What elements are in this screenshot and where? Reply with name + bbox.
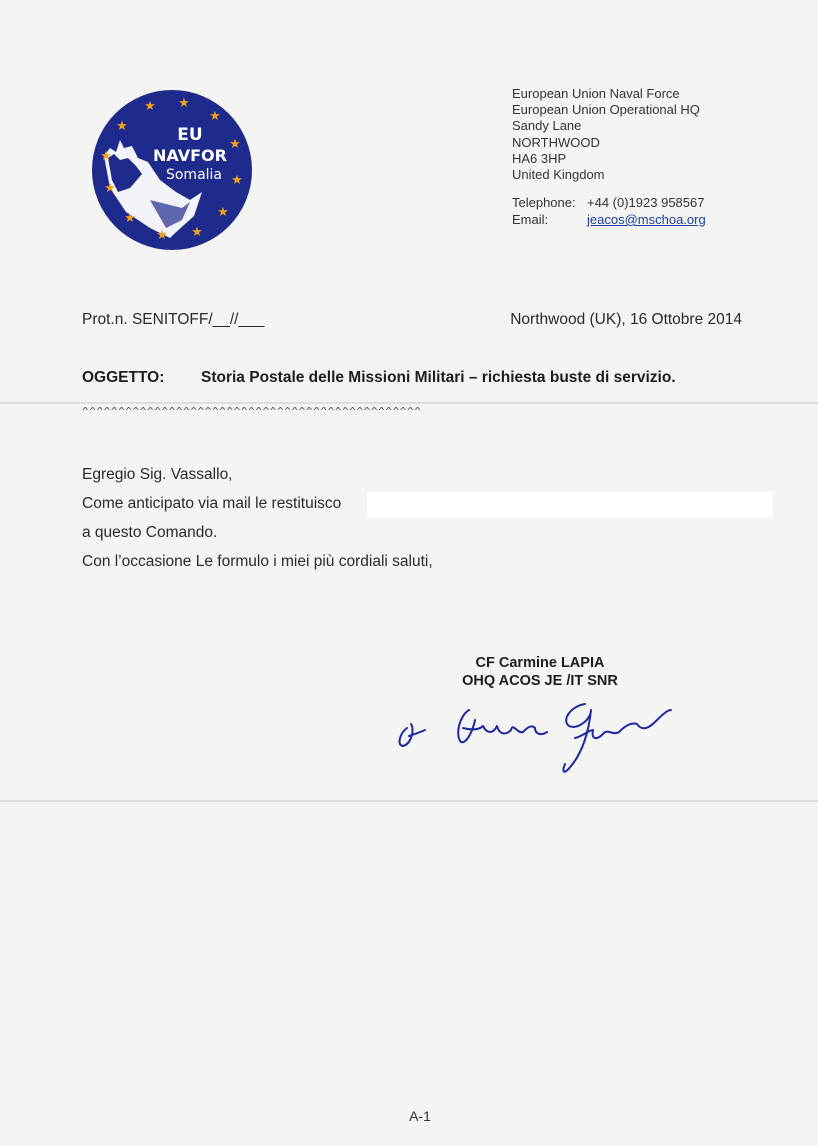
email-label: Email: (512, 212, 549, 227)
svg-text:★: ★ (156, 228, 168, 243)
eu-navfor-somalia-logo (90, 88, 255, 253)
logo-text-eu: EU (177, 125, 203, 145)
body-line: Come anticipato via mail le restituisco (82, 495, 342, 512)
telephone-row (512, 194, 706, 211)
signatory-role: OHQ ACOS JE /IT SNR (462, 673, 618, 689)
protocol-number: Prot.n. SENITOFF/__//___ (82, 311, 265, 328)
svg-text:★: ★ (124, 211, 136, 226)
email-link[interactable]: jeacos@mschoa.org (587, 212, 706, 227)
salutation: Egregio Sig. Vassallo, (82, 466, 233, 483)
subject-line (82, 369, 676, 387)
svg-text:★: ★ (116, 119, 128, 134)
fold-line (0, 800, 818, 802)
logo-text-navfor: NAVFOR (153, 146, 227, 165)
svg-text:★: ★ (144, 99, 156, 114)
sender-address (512, 86, 700, 183)
signatory-name: CF Carmine LAPIA (475, 655, 605, 671)
address-line: Sandy Lane (512, 118, 582, 134)
redacted-area (367, 491, 773, 518)
letter-date: Northwood (UK), 16 Ottobre 2014 (510, 311, 742, 328)
telephone-value: +44 (0)1923 958567 (587, 195, 705, 210)
telephone-label: Telephone: (512, 195, 576, 210)
address-line: NORTHWOOD (512, 134, 600, 150)
svg-text:★: ★ (217, 205, 229, 220)
svg-text:★: ★ (100, 149, 112, 164)
svg-text:★: ★ (209, 109, 221, 124)
address-line: United Kingdom (512, 167, 605, 183)
fold-line (0, 402, 818, 404)
subject-text: Storia Postale delle Missioni Militari – richiesta buste di servizio. (201, 369, 676, 386)
contact-block (512, 194, 706, 228)
svg-text:★: ★ (231, 173, 243, 188)
address-line: European Union Naval Force (512, 86, 680, 101)
svg-text:★: ★ (178, 96, 190, 111)
address-line: European Union Operational HQ (512, 102, 700, 118)
email-row (512, 211, 706, 228)
page-number: A-1 (409, 1108, 431, 1124)
subject-underline: ^^^^^^^^^^^^^^^^^^^^^^^^^^^^^^^^^^^^^^^^^^^^^^^ (82, 405, 422, 418)
address-line: HA6 3HP (512, 150, 567, 166)
svg-text:★: ★ (191, 225, 203, 240)
svg-text:★: ★ (229, 137, 241, 152)
signatory-block (440, 654, 640, 690)
handwritten-signature (385, 690, 675, 785)
body-line: a questo Comando. (82, 524, 218, 541)
closing-line: Con l’occasione Le formulo i miei più cordiali saluti, (82, 553, 433, 570)
subject-label: OGGETTO: (82, 369, 165, 386)
logo-text-somalia: Somalia (165, 167, 223, 183)
svg-text:★: ★ (104, 181, 116, 196)
